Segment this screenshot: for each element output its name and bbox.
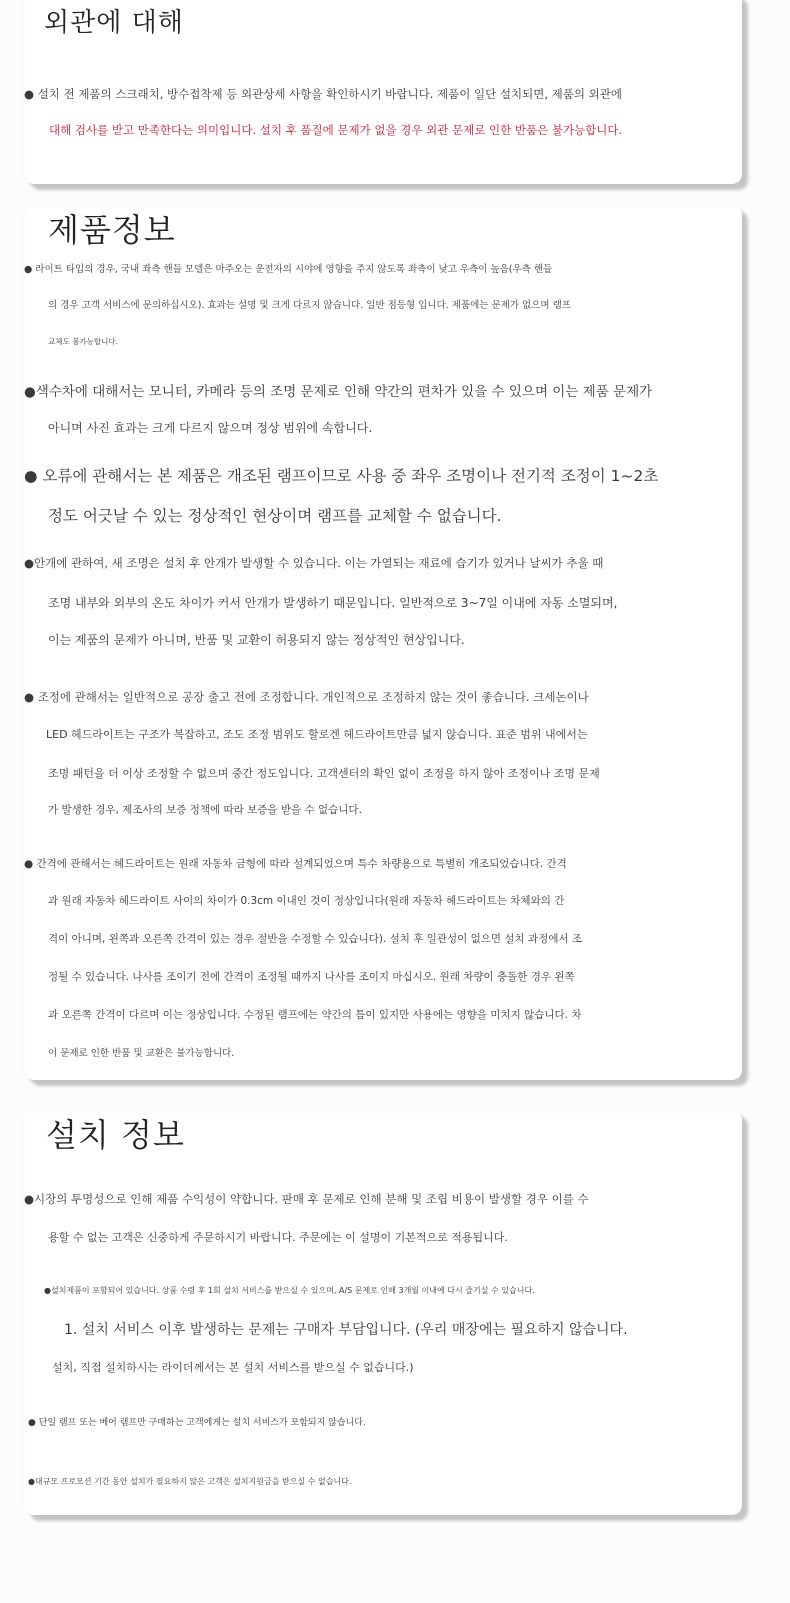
product-line: ● 조정에 관해서는 일반적으로 공장 출고 전에 조정합니다. 개인적으로 조정하지 않는 것이 좋습니다. 크세논이나 xyxy=(24,690,589,704)
product-line: 정도 어긋날 수 있는 정상적인 현상이며 램프를 교체할 수 없습니다. xyxy=(48,507,502,525)
product-line: ●안개에 관하여, 새 조명은 설치 후 안개가 발생할 수 있습니다. 이는 가열되는 재료에 습기가 있거나 날씨가 추울 때 xyxy=(24,556,604,570)
appearance-warning-line: 대해 검사를 받고 만족한다는 의미입니다. 설치 후 품질에 문제가 없을 경우 외관 문제로 인한 반품은 불가능합니다. xyxy=(49,123,623,137)
product-line: 과 오른쪽 간격이 다르며 이는 정상입니다. 수정된 램프에는 약간의 틈이 있지만 사용에는 영향을 미치지 않습니다. 차 xyxy=(48,1009,582,1021)
product-line: ● 간격에 관해서는 헤드라이트는 원래 자동차 금형에 따라 설계되었으며 특수 차량용으로 특별히 개조되었습니다. 간격 xyxy=(24,858,567,870)
install-line: ●설치제품이 포함되어 있습니다. 상품 수령 후 1회 설치 서비스를 받으실 수 있으며, A/S 문제로 인해 3개월 이내에 다시 즐기실 수 있습니다. xyxy=(44,1286,535,1295)
appearance-section xyxy=(24,0,742,184)
product-line: ● 라이트 타입의 경우, 국내 좌측 핸들 모델은 마주오는 운전자의 시야에 영향을 주지 않도록 좌측이 낮고 우측이 높음(우측 핸들 xyxy=(24,264,553,275)
appearance-title: 외관에 대해 xyxy=(44,8,184,38)
install-line: ●대규모 프로모션 기간 동안 설치가 필요하지 않은 고객은 설치지원금을 받으실 수 없습니다. xyxy=(28,1477,352,1486)
appearance-line-1: ● 설치 전 제품의 스크래치, 방수접착제 등 외관상세 사항을 확인하시기 바랍니다. 제품이 일단 설치되면, 제품의 외관에 xyxy=(24,87,622,101)
install-info-section xyxy=(24,1110,742,1515)
product-line: 이 문제로 인한 반품 및 교환은 불가능합니다. xyxy=(48,1048,235,1059)
product-line: 정될 수 있습니다. 나사를 조이기 전에 간격이 조정될 때까지 나사를 조이지 마십시오. 원래 차량이 충돌한 경우 왼쪽 xyxy=(48,971,575,983)
install-line: 1. 설치 서비스 이후 발생하는 문제는 구매자 부담입니다. (우리 매장에는 필요하지 않습니다. xyxy=(64,1322,628,1338)
product-line: 격이 아니며, 왼쪽과 오른쪽 간격이 있는 경우 절반을 수정할 수 있습니다). 설치 후 일관성이 없으면 설치 과정에서 조 xyxy=(48,933,583,945)
product-line: 의 경우 고객 서비스에 문의하십시오). 효과는 설명 및 크게 다르지 않습니다. 일반 점등형 입니다. 제품에는 문제가 없으며 램프 xyxy=(48,300,571,311)
install-info-title: 설치 정보 xyxy=(46,1116,185,1154)
product-line: 가 발생한 경우, 제조사의 보증 정책에 따라 보증을 받을 수 없습니다. xyxy=(48,804,362,816)
product-line: 이는 제품의 문제가 아니며, 반품 및 교환이 허용되지 않는 정상적인 현상입니다. xyxy=(48,633,465,647)
product-line: ● 오류에 관해서는 본 제품은 개조된 램프이므로 사용 중 좌우 조명이나 전기적 조정이 1~2초 xyxy=(24,467,659,485)
product-info-section xyxy=(24,205,742,1080)
product-line: 아니며 사진 효과는 크게 다르지 않으며 정상 범위에 속합니다. xyxy=(48,421,373,435)
install-line: 용할 수 없는 고객은 신중하게 주문하시기 바랍니다. 주문에는 이 설명이 기본적으로 적용됩니다. xyxy=(48,1231,508,1244)
product-line: ●색수차에 대해서는 모니터, 카메라 등의 조명 문제로 인해 약간의 편차가 있을 수 있으며 이는 제품 문제가 xyxy=(24,384,653,400)
product-line: LED 헤드라이트는 구조가 복잡하고, 조도 조정 범위도 할로겐 헤드라이트만큼 넓지 않습니다. 표준 범위 내에서는 xyxy=(46,728,588,741)
install-line: 설치, 직접 설치하시는 라이더께서는 본 설치 서비스를 받으실 수 없습니다.) xyxy=(52,1361,414,1374)
product-info-title: 제품정보 xyxy=(48,211,176,249)
product-line: 과 원래 자동차 헤드라이트 사이의 차이가 0.3cm 이내인 것이 정상입니다(원래 자동차 헤드라이트는 차체와의 간 xyxy=(48,895,565,907)
install-line: ● 단일 램프 또는 베어 램프만 구매하는 고객에게는 설치 서비스가 포함되지 않습니다. xyxy=(28,1418,366,1428)
product-line: 조명 내부와 외부의 온도 차이가 커서 안개가 발생하기 때문입니다. 일반적으로 3~7일 이내에 자동 소멸되며, xyxy=(48,596,618,610)
install-line: ●시장의 투명성으로 인해 제품 수익성이 약합니다. 판매 후 문제로 인해 분해 및 조립 비용이 발생할 경우 이를 수 xyxy=(24,1192,589,1206)
product-line: 조명 패턴을 더 이상 조정할 수 없으며 중간 정도입니다. 고객센터의 확인 없이 조정을 하지 않아 조정이나 조명 문제 xyxy=(48,767,600,780)
product-line: 교체도 불가능합니다. xyxy=(48,337,118,346)
